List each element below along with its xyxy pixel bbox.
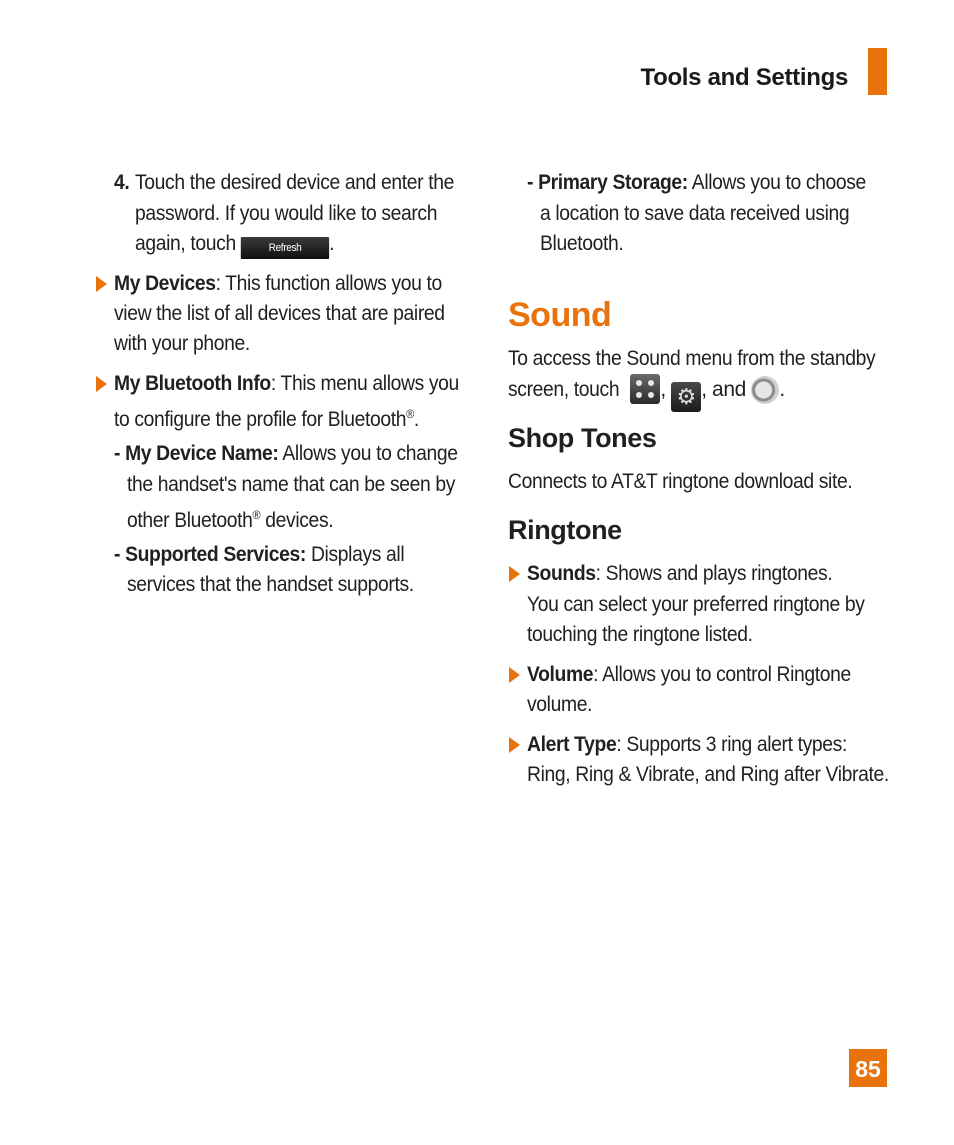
sounds-line-3: touching the ringtone listed.	[527, 623, 753, 646]
my-devices-line-3: with your phone.	[114, 332, 250, 355]
my-bluetooth-info-line-1: My Bluetooth Info: This menu allows you	[114, 372, 459, 395]
my-device-name-line-1: - My Device Name: Allows you to change	[114, 442, 458, 465]
section-title: Tools and Settings	[640, 64, 848, 91]
my-bluetooth-info-line-2: to configure the profile for Bluetooth®.	[114, 407, 419, 431]
alert-type-line-1: Alert Type: Supports 3 ring alert types:	[527, 733, 847, 756]
bullet-arrow-icon	[509, 667, 520, 683]
page-number: 85	[849, 1049, 887, 1087]
supported-services-line-1: - Supported Services: Displays all	[114, 543, 405, 566]
volume-line-2: volume.	[527, 693, 593, 716]
refresh-button[interactable]: Refresh	[241, 237, 329, 259]
primary-storage-line-3: Bluetooth.	[540, 232, 624, 255]
section-tab-marker	[868, 48, 887, 95]
step-4-line-2: password. If you would like to search	[135, 202, 438, 225]
ringtone-heading: Ringtone	[508, 515, 622, 545]
shop-tones-heading: Shop Tones	[508, 423, 657, 453]
sounds-line-1: Sounds: Shows and plays ringtones.	[527, 562, 833, 585]
sound-speaker-icon	[751, 376, 779, 404]
bullet-arrow-icon	[96, 376, 107, 392]
alert-type-line-2: Ring, Ring & Vibrate, and Ring after Vibrate.	[527, 763, 889, 786]
primary-storage-line-1: - Primary Storage: Allows you to choose	[527, 171, 866, 194]
menu-grid-icon	[630, 374, 660, 404]
bullet-arrow-icon	[509, 737, 520, 753]
primary-storage-line-2: a location to save data received using	[540, 202, 850, 225]
my-device-name-line-2: the handset's name that can be seen by	[127, 473, 456, 496]
sounds-line-2: You can select your preferred ringtone by	[527, 593, 865, 616]
settings-gear-icon: ⚙	[671, 382, 701, 412]
volume-line-1: Volume: Allows you to control Ringtone	[527, 663, 851, 686]
my-devices-line-1: My Devices: This function allows you to	[114, 272, 442, 295]
sound-intro-line-1: To access the Sound menu from the standby	[508, 347, 876, 370]
step-4-line-1: Touch the desired device and enter the	[135, 171, 454, 194]
sound-intro-line-2: screen, touch , ⚙ , and .	[508, 374, 785, 412]
supported-services-line-2: services that the handset supports.	[127, 573, 414, 596]
sound-heading: Sound	[508, 296, 612, 334]
bullet-arrow-icon	[96, 276, 107, 292]
my-device-name-line-3: other Bluetooth® devices.	[127, 508, 334, 532]
shop-tones-description: Connects to AT&T ringtone download site.	[508, 470, 853, 493]
step-4-line-3: again, touch Refresh .	[135, 229, 334, 259]
step-4-number: 4.	[114, 171, 130, 194]
my-devices-line-2: view the list of all devices that are paired	[114, 302, 445, 325]
bullet-arrow-icon	[509, 566, 520, 582]
